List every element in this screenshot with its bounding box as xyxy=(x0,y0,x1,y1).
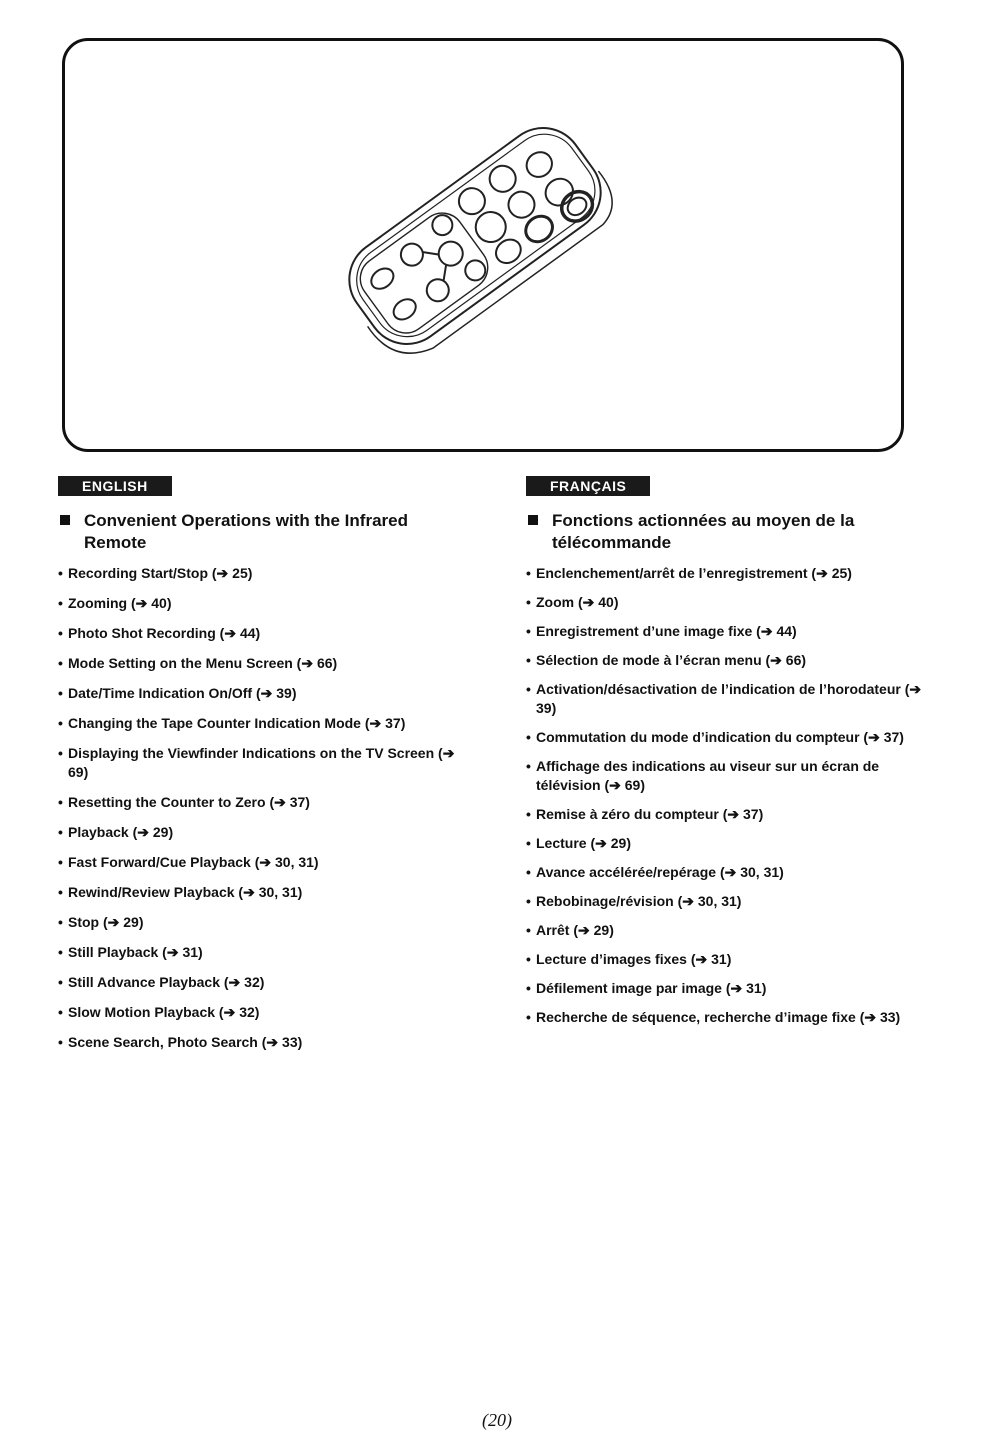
bullet-icon: • xyxy=(526,623,531,639)
bullet-icon: • xyxy=(58,974,63,990)
list-item: • Arrêt (➔ 29) xyxy=(526,922,614,938)
list-item: • Recording Start/Stop (➔ 25) xyxy=(58,565,253,581)
bullet-icon: • xyxy=(58,884,63,900)
bullet-icon: • xyxy=(58,565,63,581)
list-item: • Scene Search, Photo Search (➔ 33) xyxy=(58,1034,303,1050)
list-item: • Still Playback (➔ 31) xyxy=(58,944,203,960)
bullet-icon: • xyxy=(58,625,63,641)
list-item: • Lecture d’images fixes (➔ 31) xyxy=(526,951,732,967)
bullet-icon: • xyxy=(58,1034,63,1050)
list-item: • Sélection de mode à l’écran menu (➔ 66) xyxy=(526,652,807,668)
page-number: (20) xyxy=(482,1410,512,1430)
bullet-icon: • xyxy=(526,594,531,610)
list-item: • Remise à zéro du compteur (➔ 37) xyxy=(526,806,764,822)
bullet-icon: • xyxy=(58,655,63,671)
bullet-icon: • xyxy=(526,951,531,967)
list-item: • Recherche de séquence, recherche d’image fixe (➔ 33) xyxy=(526,1009,901,1025)
list-item: • Stop (➔ 29) xyxy=(58,914,144,930)
bullet-icon: • xyxy=(526,893,531,909)
list-item: • Photo Shot Recording (➔ 44) xyxy=(58,625,261,641)
list-item: • Fast Forward/Cue Playback (➔ 30, 31) xyxy=(58,854,319,870)
language-tag-french: FRANÇAIS xyxy=(526,476,650,496)
remote-illustration-frame xyxy=(62,38,904,452)
bullet-icon: • xyxy=(526,864,531,880)
bullet-icon: • xyxy=(58,685,63,701)
bullet-icon: • xyxy=(58,854,63,870)
list-item: • Enregistrement d’une image fixe (➔ 44) xyxy=(526,623,797,639)
list-item: • Rewind/Review Playback (➔ 30, 31) xyxy=(58,884,303,900)
list-item: • Slow Motion Playback (➔ 32) xyxy=(58,1004,260,1020)
list-item: • Displaying the Viewfinder Indications on the TV Screen (➔ 69) xyxy=(58,745,455,780)
list-item: • Avance accélérée/repérage (➔ 30, 31) xyxy=(526,864,784,880)
heading-text: Convenient Operations with the Infrared Remote xyxy=(84,511,408,552)
list-item: • Commutation du mode d’indication du compteur (➔ 37) xyxy=(526,729,904,745)
list-item: • Resetting the Counter to Zero (➔ 37) xyxy=(58,794,310,810)
list-item: • Mode Setting on the Menu Screen (➔ 66) xyxy=(58,655,338,671)
list-item: • Défilement image par image (➔ 31) xyxy=(526,980,767,996)
bullet-icon: • xyxy=(526,681,531,697)
section-heading xyxy=(526,510,936,554)
bullet-icon: • xyxy=(58,595,63,611)
list-item: • Affichage des indications au viseur sur un écran de télévision (➔ 69) xyxy=(526,758,880,793)
bullet-icon: • xyxy=(526,835,531,851)
language-tag-english: ENGLISH xyxy=(58,476,172,496)
bullet-icon: • xyxy=(58,745,63,761)
list-item: • Changing the Tape Counter Indication Mode (➔ 37) xyxy=(58,715,406,731)
feature-list xyxy=(526,564,936,1027)
bullet-icon: • xyxy=(526,652,531,668)
list-item: • Zoom (➔ 40) xyxy=(526,594,619,610)
list-item: • Still Advance Playback (➔ 32) xyxy=(58,974,265,990)
bullet-icon: • xyxy=(58,715,63,731)
bullet-icon: • xyxy=(526,758,531,774)
bullet-icon: • xyxy=(58,914,63,930)
list-item: • Enclenchement/arrêt de l’enregistrement (➔ 25) xyxy=(526,565,852,581)
list-item: • Lecture (➔ 29) xyxy=(526,835,631,851)
bullet-icon: • xyxy=(526,565,531,581)
list-item: • Date/Time Indication On/Off (➔ 39) xyxy=(58,685,297,701)
french-column xyxy=(526,476,936,1037)
bullet-icon: • xyxy=(58,794,63,810)
section-heading xyxy=(58,510,468,554)
square-bullet-icon xyxy=(528,515,538,525)
bullet-icon: • xyxy=(526,922,531,938)
remote-control-icon xyxy=(65,41,901,449)
bullet-icon: • xyxy=(58,1004,63,1020)
list-item: • Activation/désactivation de l’indication de l’horodateur (➔ 39) xyxy=(526,681,922,716)
list-item: • Zooming (➔ 40) xyxy=(58,595,172,611)
bullet-icon: • xyxy=(58,824,63,840)
bullet-icon: • xyxy=(526,729,531,745)
bullet-icon: • xyxy=(58,944,63,960)
english-column xyxy=(58,476,468,1063)
bullet-icon: • xyxy=(526,1009,531,1025)
heading-text: Fonctions actionnées au moyen de la télécommande xyxy=(552,511,855,552)
bullet-icon: • xyxy=(526,980,531,996)
bullet-icon: • xyxy=(526,806,531,822)
list-item: • Playback (➔ 29) xyxy=(58,824,174,840)
feature-list xyxy=(58,564,468,1052)
square-bullet-icon xyxy=(60,515,70,525)
list-item: • Rebobinage/révision (➔ 30, 31) xyxy=(526,893,742,909)
